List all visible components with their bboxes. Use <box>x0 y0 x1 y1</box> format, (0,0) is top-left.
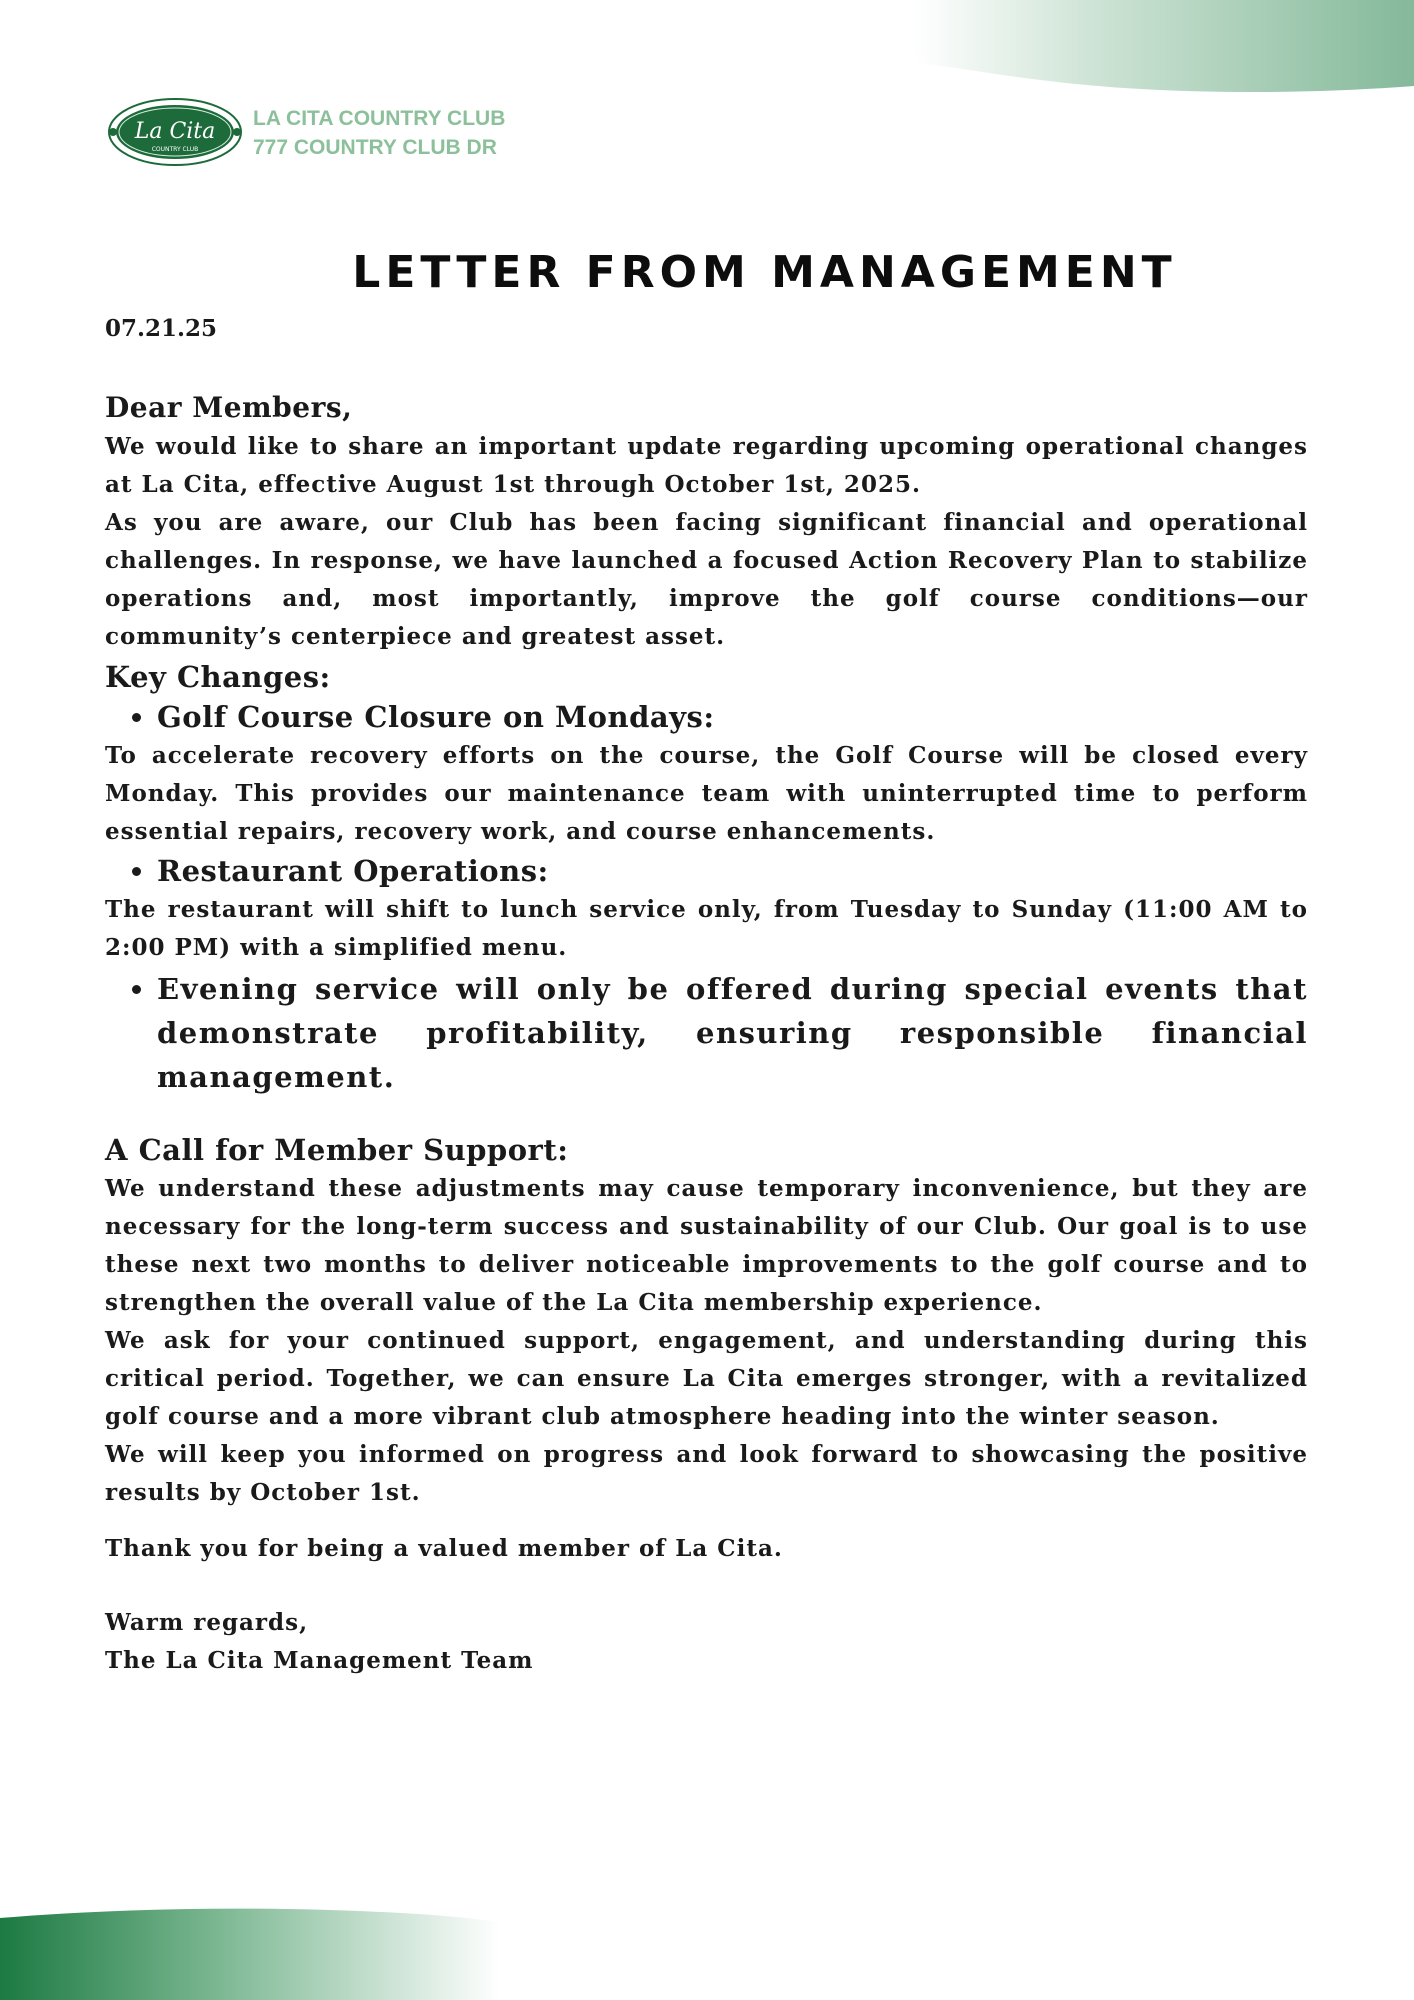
logo-text: La Cita <box>134 119 216 144</box>
salutation: Dear Members, <box>105 391 353 424</box>
support-paragraph-2: We ask for your continued support, engagement, and understanding during this critical period. Together, we can ensure La Cita emerges stronger, with a revitalized golf course and a more vibrant club atmosphere heading into the winter season. <box>105 1327 1308 1430</box>
logo-subtext: COUNTRY CLUB <box>151 146 199 153</box>
thank-you-line: Thank you for being a valued member of La Cita. <box>105 1535 783 1562</box>
letter-title: LETTER FROM MANAGEMENT <box>352 247 1177 298</box>
top-wave-decoration <box>914 0 1414 100</box>
bottom-wave-decoration <box>0 1900 500 2000</box>
golf-closure-heading: • Golf Course Closure on Mondays: <box>157 697 1308 737</box>
evening-list <box>105 967 1308 1099</box>
restaurant-heading: • Restaurant Operations: <box>157 851 1308 891</box>
golf-list <box>105 697 1308 737</box>
restaurant-list <box>105 851 1308 891</box>
member-support-heading: A Call for Member Support: <box>105 1133 569 1167</box>
letter-body <box>105 388 1308 1680</box>
letter-date: 07.21.25 <box>105 315 218 342</box>
closing-line: Warm regards, <box>105 1609 309 1636</box>
evening-service-item: • Evening service will only be offered during special events that demonstrate profitability, ensuring responsible financial management. <box>157 967 1308 1099</box>
restaurant-text: The restaurant will shift to lunch service only, from Tuesday to Sunday (11:00 AM to 2:00 PM) with a simplified menu. <box>105 896 1308 961</box>
club-name: LA CITA COUNTRY CLUB <box>253 106 506 130</box>
key-changes-heading: Key Changes: <box>105 660 331 694</box>
intro-paragraph-2: As you are aware, our Club has been facing significant financial and operational challenges. In response, we have launched a focused Action Recovery Plan to stabilize operations and, most importantly, improve the golf course conditions—our community’s centerpiece and greatest asset. <box>105 509 1308 650</box>
letterhead <box>105 95 505 170</box>
golf-closure-text: To accelerate recovery efforts on the course, the Golf Course will be closed every Monday. This provides our maintenance team with uninterrupted time to perform essential repairs, recovery work, and course enhancements. <box>105 742 1308 845</box>
club-logo <box>105 95 245 170</box>
intro-paragraph-1: We would like to share an important update regarding upcoming operational changes at La Cita, effective August 1st through October 1st, 2025. <box>105 433 1308 498</box>
spacer <box>105 1512 1308 1530</box>
signature-line: The La Cita Management Team <box>105 1647 534 1674</box>
club-address: 777 COUNTRY CLUB DR <box>253 135 497 159</box>
support-paragraph-1: We understand these adjustments may cause temporary inconvenience, but they are necessary for the long-term success and sustainability of our Club. Our goal is to use these next two months to deliver noticeable improvements to the golf course and to strengthen the overall value of the La Cita membership experience. <box>105 1175 1308 1316</box>
spacer <box>105 1568 1308 1604</box>
support-paragraph-3: We will keep you informed on progress and look forward to showcasing the positive results by October 1st. <box>105 1441 1308 1506</box>
spacer <box>105 1099 1308 1129</box>
